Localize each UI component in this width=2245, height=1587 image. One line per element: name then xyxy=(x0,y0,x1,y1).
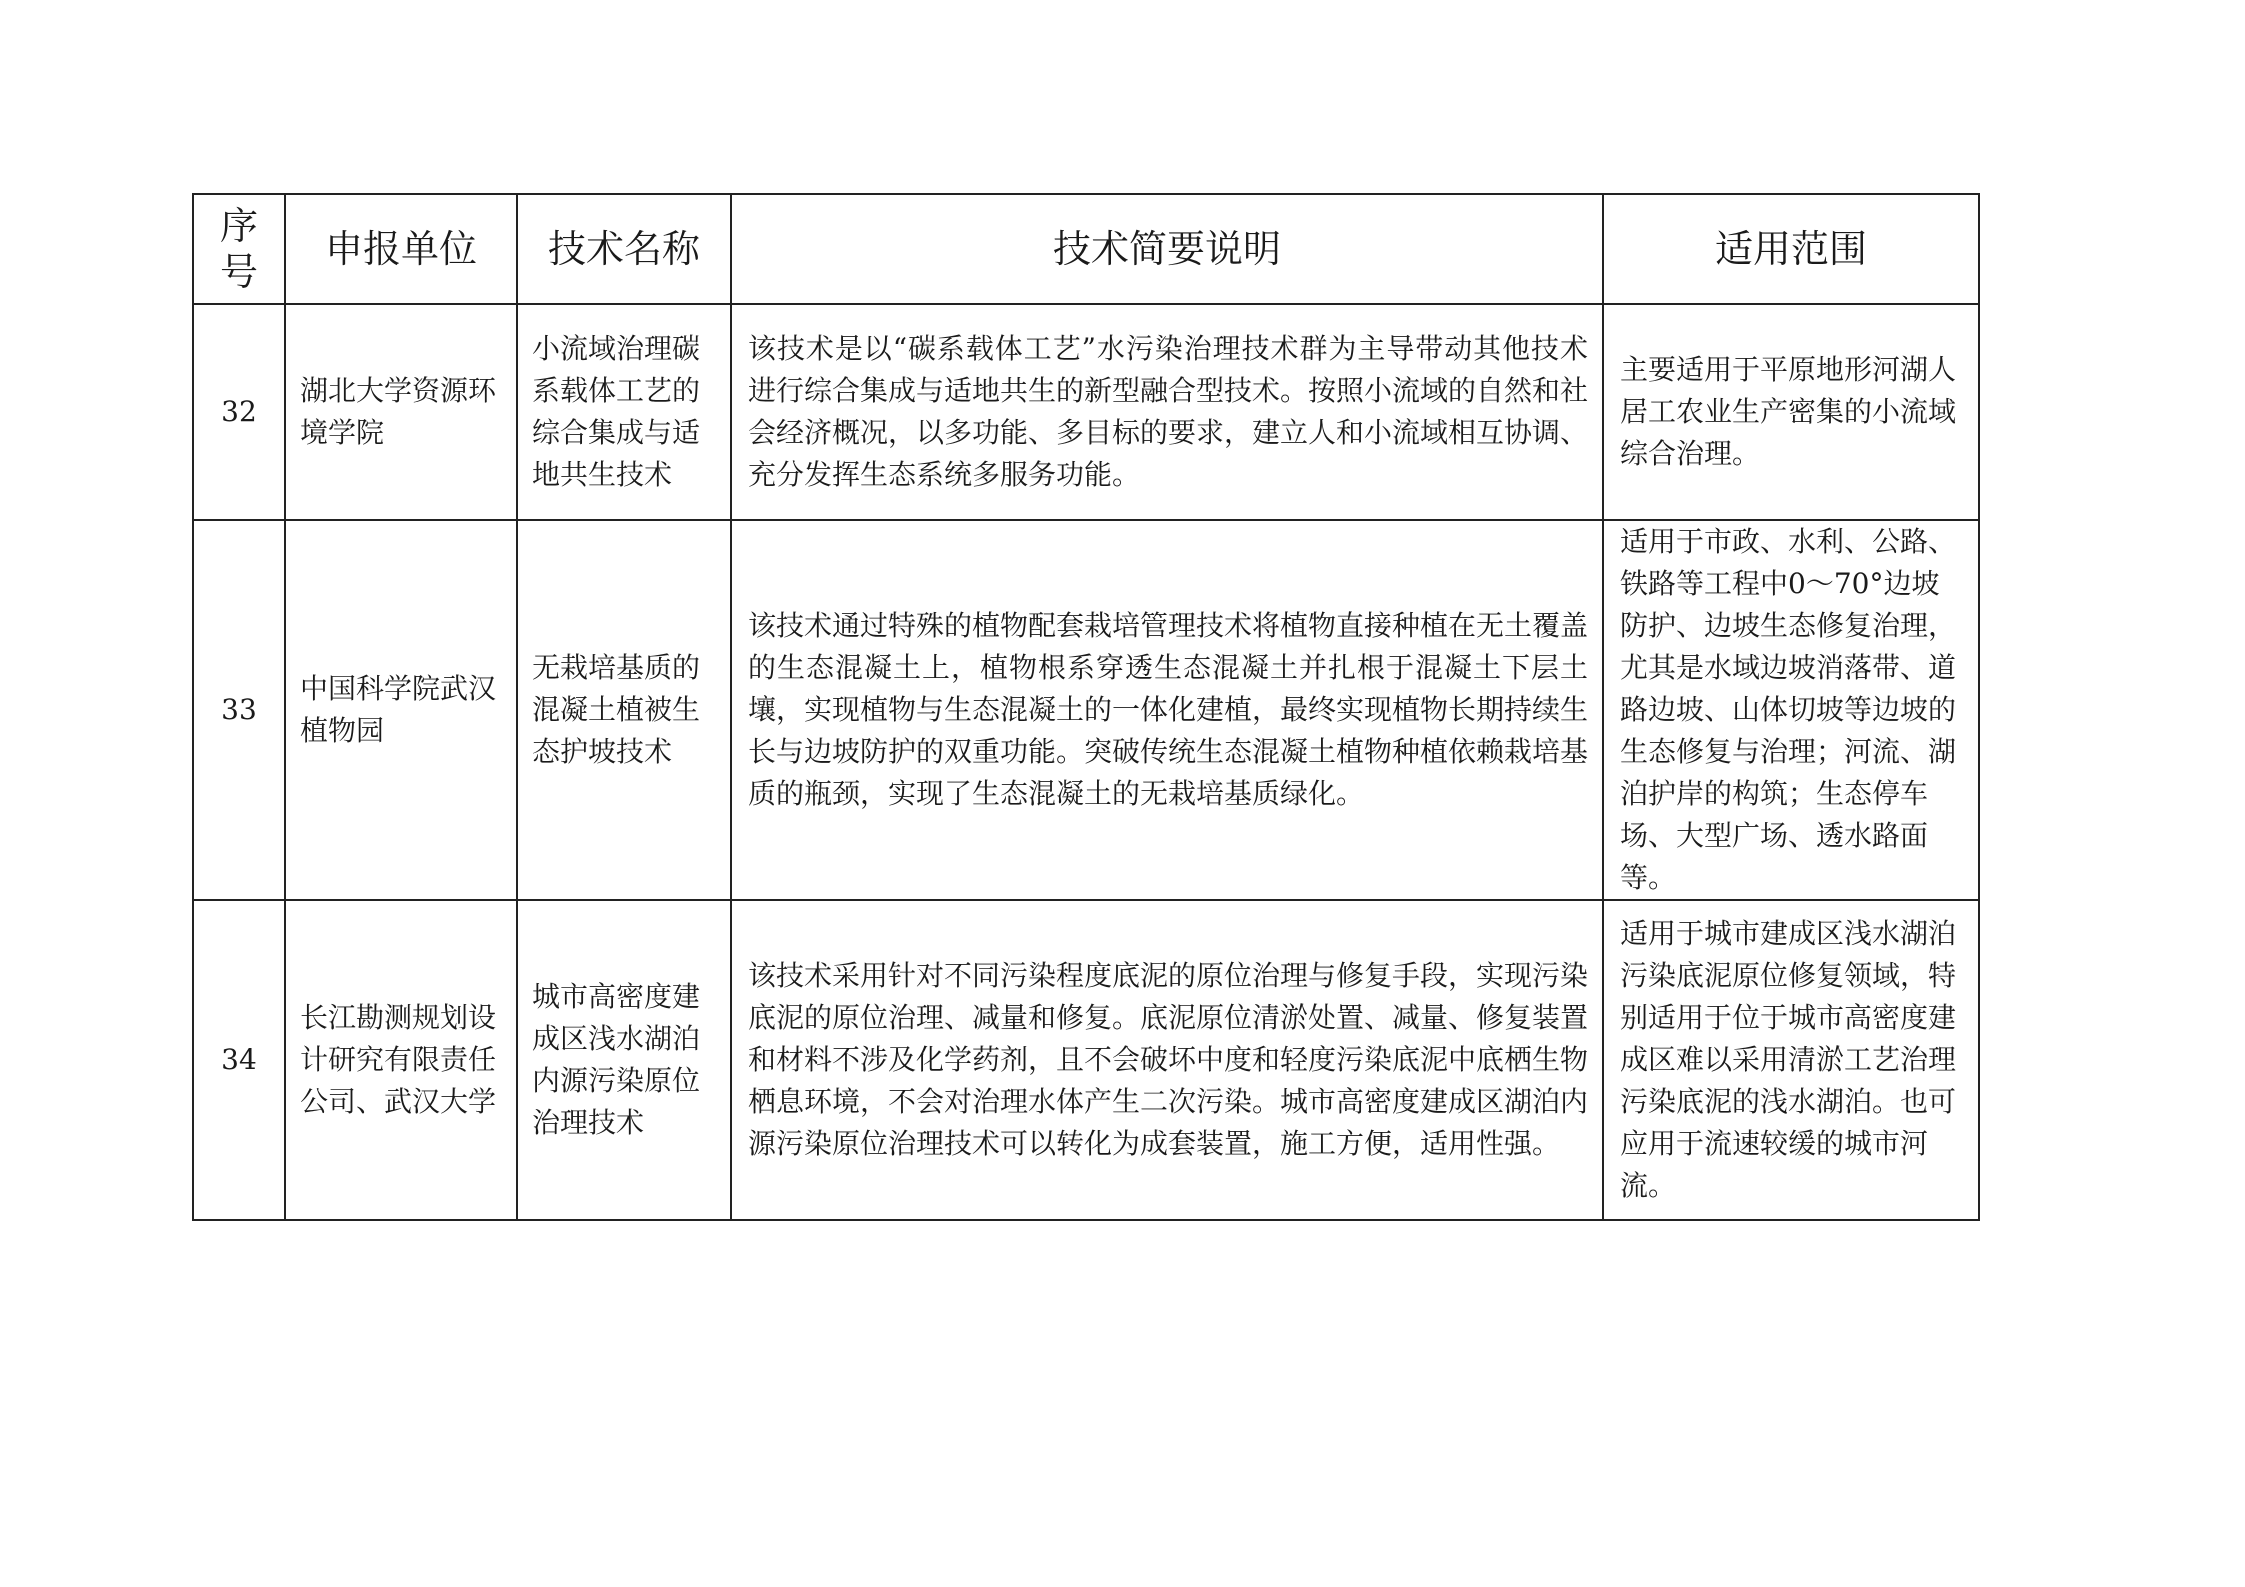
technology-description-text: 该技术是以“碳系载体工艺”水污染治理技术群为主导带动其他技术进行综合集成与适地共生的新型融合型技术。按照小流域的自然和社会经济概况，以多功能、多目标的要求，建立人和小流域相互协调、充分发挥生态系统多服务功能。 xyxy=(748,332,1589,491)
technology-name-cell xyxy=(517,304,731,520)
table-row xyxy=(193,520,1979,900)
header-technology-description: 技术简要说明 xyxy=(731,194,1603,304)
application-scope-text: 主要适用于平原地形河湖人居工农业生产密集的小流域综合治理。 xyxy=(1620,353,1957,470)
application-scope-cell xyxy=(1603,304,1979,520)
application-scope-text: 适用于市政、水利、公路、铁路等工程中0～70°边坡防护、边坡生态修复治理，尤其是水域边坡消落带、道路边坡、山体切坡等边坡的生态修复与治理；河流、湖泊护岸的构筑；生态停车场、大型广场、透水路面等。 xyxy=(1620,525,1957,894)
table-row xyxy=(193,900,1979,1220)
technology-name-text: 无栽培基质的混凝土植被生态护坡技术 xyxy=(532,651,701,768)
header-application-scope: 适用范围 xyxy=(1603,194,1979,304)
technology-table xyxy=(192,193,1980,1221)
technology-name-text: 小流域治理碳系载体工艺的综合集成与适地共生技术 xyxy=(532,332,701,491)
header-applicant-unit: 申报单位 xyxy=(285,194,517,304)
applicant-unit-cell xyxy=(285,304,517,520)
application-scope-cell xyxy=(1603,520,1979,900)
applicant-unit-cell xyxy=(285,900,517,1220)
header-serial-number xyxy=(193,194,285,304)
technology-name-cell xyxy=(517,900,731,1220)
table-header-row xyxy=(193,194,1979,304)
technology-name-text: 城市高密度建成区浅水湖泊内源污染原位治理技术 xyxy=(532,980,701,1139)
technology-name-cell xyxy=(517,520,731,900)
application-scope-text: 适用于城市建成区浅水湖泊污染底泥原位修复领域，特别适用于位于城市高密度建成区难以采用清淤工艺治理污染底泥的浅水湖泊。也可应用于流速较缓的城市河流。 xyxy=(1620,917,1957,1202)
serial-number-cell: 34 xyxy=(193,900,285,1220)
technology-description-text: 该技术通过特殊的植物配套栽培管理技术将植物直接种植在无土覆盖的生态混凝土上，植物根系穿透生态混凝土并扎根于混凝土下层土壤，实现植物与生态混凝土的一体化建植，最终实现植物长期持续生长与边坡防护的双重功能。突破传统生态混凝土植物种植依赖栽培基质的瓶颈，实现了生态混凝土的无栽培基质绿化。 xyxy=(748,609,1589,810)
header-technology-name: 技术名称 xyxy=(517,194,731,304)
applicant-unit-text: 中国科学院武汉植物园 xyxy=(300,672,497,747)
technology-description-cell xyxy=(731,900,1603,1220)
table-row xyxy=(193,304,1979,520)
application-scope-cell xyxy=(1603,900,1979,1220)
serial-number-cell: 33 xyxy=(193,520,285,900)
header-serial-number-text: 序号 xyxy=(219,204,258,294)
applicant-unit-cell xyxy=(285,520,517,900)
applicant-unit-text: 湖北大学资源环境学院 xyxy=(300,374,497,449)
technology-description-cell xyxy=(731,304,1603,520)
technology-description-text: 该技术采用针对不同污染程度底泥的原位治理与修复手段，实现污染底泥的原位治理、减量和修复。底泥原位清淤处置、减量、修复装置和材料不涉及化学药剂，且不会破坏中度和轻度污染底泥中底栖生物栖息环境，不会对治理水体产生二次污染。城市高密度建成区湖泊内源污染原位治理技术可以转化为成套装置，施工方便，适用性强。 xyxy=(748,959,1589,1160)
applicant-unit-text: 长江勘测规划设计研究有限责任公司、武汉大学 xyxy=(300,1001,497,1118)
serial-number-cell: 32 xyxy=(193,304,285,520)
technology-description-cell xyxy=(731,520,1603,900)
